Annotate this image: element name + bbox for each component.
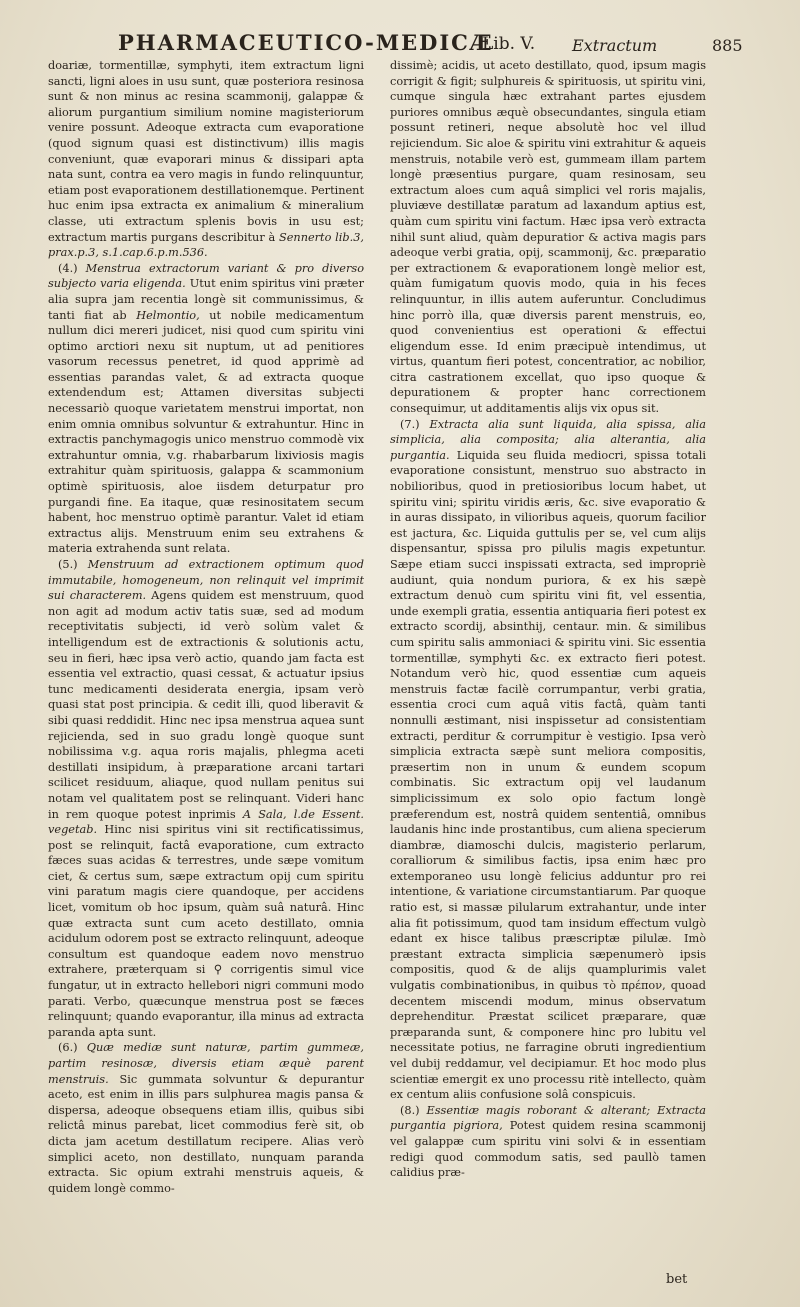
paragraph-7 [390,417,706,1103]
paragraph-text: Sic gummata solvuntur & depurantur aceto, est enim in illis pars sulphurea magis pansa & dispersa, adeoque obsequens etiam illis, quibus sibi relictâ minus parebat, licet commodius ferè sit, ob dicta jam acetum destillatum recipere. Alias verò simplici aceto, non destillato, nunquam paranda extracta. Sic opium extrahi menstruis aqueis, & quidem longè commo- [48,1072,364,1195]
paragraph-text: doariæ, tormentillæ, symphyti, item extractum ligni sancti, ligni aloes in usu sunt, quæ posteriora resinosa sunt & non minus ac resina scammonij, galappæ & aliorum purgantium similium nomine magisteriorum venire possunt. Adeoque extracta cum evaporatione (quod signum quasi est distinctivum) illis magis conveniunt, quæ evaporari minus & dissipari apta nata sunt, contra ea vero magis in fundo relinquuntur, etiam post evaporationem destillationemque. Pertinent huc enim ipsa extracta ex animalium & mineralium classe, uti extractum splenis bovis in usu est; extractum martis purgans describitur à [48,59,364,244]
citation: A Sala, l.de Essent. vegetab. [48,807,364,837]
paragraph [390,58,706,417]
paragraph-text: dissimè; acidis, ut aceto destillato, quod, ipsum magis corrigit & figit; sulphureis & spirituosis, ut spiritu vini, cumque singula hæc extrahant partes ejusdem puriores omnibus æquè obsecundantes, singula etiam possunt retineri, neque absolutè hoc vel illud rejiciendum. Sic aloe & spiritu vini extrahitur & aqueis menstruis, notabile verò est, gummeam illam partem longè præsentius purgare, quam resinosam, seu extractum aloes cum aquâ simplici vel roris majalis, pluviæve destillatæ paratum ad laxandum aptius est, quàm cum spiritu vini factum. Hæc ipsa verò extracta nihil sunt aliud, quàm depuratior & activa magis pars adeoque verbi gratia, opij, scammonij, &c. præparatio per extractionem & evaporationem longè melior est, quàm fumigatum quovis modo, quia in his feces relinquuntur, in illis autem auferuntur. Concludimus hinc porrò illa, quæ diversis parent menstruis, eo, quod convenientius est operationi & effectui eligendum esse. Id enim præcipuè intendimus, ut virtus, quantum fieri potest, concentratior, ac nobilior, citra castrationem excellat, quo ipso quoque & depurationem & propter hanc correctionem consequimur, ut additamentis alijs vix opus sit. [390,59,706,416]
running-title: PHARMACEUTICO-MEDICÆ [118,30,494,55]
left-column [48,58,364,1248]
paragraph-number: (6.) [58,1041,78,1055]
section-title: Extractum [572,36,658,55]
paragraph-text: Agens quidem est menstruum, quod non agit ad modum activ tatis suæ, sed ad modum receptivitatis subjecti, id verò solùm valet & intelligendum est de extractionis & solutionis actu, seu in fieri, hæc ipsa verò actio, quando jam facta est essentia vel extractio, quasi cessat, & actuatur ipsius tunc medicamenti desiderata energia, ipsam verò quasi stat post principia. & cedit illi, quod liberavit & sibi quasi reddidit. Hinc nec ipsa menstrua aquea sunt rejicienda, sed in suo gradu longè quoque sunt nobilissima v.g. aqua roris majalis, phlegma aceti destillati insipidum, à præparatione arcani tartari scilicet residuum, aliaque, quod nullam penitus sui notam vel qualitatem post se relinquant. Videri hanc in rem quoque potest inprimis [48,589,364,821]
paragraph-number: (8.) [400,1103,420,1117]
paragraph-lead: Essentiæ magis roborant & alterant; Extracta purgantia pigriora, [390,1103,706,1133]
paragraph-lead: Menstruum ad extractionem optimum quod immutabile, homogeneum, non relinquit vel imprimit sui characterem. [48,558,364,603]
paragraph-lead: Extracta alia sunt liquida, alia spissa, alia simplicia, alia composita; alia alterantia, alia purgantia. [390,417,706,462]
paragraph-lead: Menstrua extractorum variant & pro diverso subjecto varia eligenda. [48,261,364,291]
paragraph-text: Liquida seu fluida mediocri, spissa totali evaporatione consistunt, menstruo suo abstracto in nobilioribus, quod in pretiosioribus locum habet, ut spiritu vini; spiritu viridis æris, &c. sive evaporatio & in auras dissipato, in vilioribus aqueis, quorum facilior est jactura, &c. Liquida guttulis per se, vel cum alijs dispensantur, spissa pro pilulis magis expetuntur. Sæpe etiam succi inspissati extracta, sed impropriè audiunt, quia nondum puriora, & ex his sæpè extractum denuò cum spiritu vini fit, vel essentia, unde exempli gratia, essentia antiquaria fieri potest ex extracto scordij, absinthij, centaur. min. & similibus cum spiritu salis ammoniaci & spiritu vini. Sic essentia tormentillæ, symphyti &c. ex extracto fieri potest. Notandum verò hic, quod essentiæ cum aqueis menstruis factæ facilè corrumpantur, verbi gratia, essentia croci cum aquâ vitis factâ, quàm tanti nonnulli æstimant, nisi inspissetur ad consistentiam extracti, perditur & corrumpitur è vestigio. Ipsa verò simplicia extracta sæpè sunt meliora compositis, præsertim non in unum & eundem scopum combinatis. Sic extractum opij vel laudanum simplicissimum ex solo opio factum longè præferendum est, nostrâ quidem sententiâ, omnibus laudanis hinc inde prostantibus, cum aliena specierum diambræ, diamoschi dulcis, magisterio perlarum, coralliorum & similibus factis, ipsa enim hæc pro extemporaneo usu longè felicius adduntur pro rei intentione, & variatione circumstantiarum. Par quoque ratio est, si massæ pilularum extrahantur, unde inter alia fit potissimum, quod tam insidum effectum vulgò edant ex hisce talibus præscriptæ pilulæ. Imò præstant extracta simplicia sæpenumerò ipsis compositis, quod & de alijs quamplurimis valet vulgatis combinationibus, in quibus τὸ πρέπον, quoad decentem miscendi modum, minus observatum deprehenditur. Præstat scilicet præparare, quæ præparanda sunt, & componere hinc pro lubitu vel necessitate potius, ne farragine obruti ingredientium vel dubij reddamur, vel decipiamur. Et hoc modo plus scientiæ emergit ex uno processu ritè intellecto, quàm ex centum aliis confusione solâ conspicuis. [390,448,706,1102]
paragraph-number: (4.) [58,261,78,275]
right-column [390,58,706,1248]
paragraph-6 [48,1040,364,1196]
paragraph-5 [48,557,364,1040]
paragraph-text: Hinc nisi spiritus vini sit rectificatissimus, post se relinquit, factâ evaporatione, cum extracto fæces suas acidas & terrestres, unde sæpe vomitum ciet, & certus sum, sæpe extractum opij cum spiritu vini paratum magis ciere quandoque, per accidens licet, vomitum ob hoc ipsum, quàm suâ naturâ. Hinc quæ extracta sunt cum aceto destillato, omnia acidulum odorem post se extracto relinquunt, adeoque consultum est quandoque eadem novo menstruo extrahere, præterquam si ⚲ corrigentis simul vice fungatur, ut in extracto hellebori nigri communi modo parati. Verbo, quæcunque menstrua post se fæces relinquunt; quando evaporantur, illa minus ad extracta paranda apta sunt. [48,823,364,1039]
book-number: Lib. V. [482,34,536,54]
paragraph [48,58,364,261]
paragraph-lead: Quæ mediæ sunt naturæ, partim gummeæ, partim resinosæ, diversis etiam æquè parent menstruis. [48,1041,364,1086]
page-number: 885 [712,36,743,55]
paragraph-text: Potest quidem resina scammonij vel galappæ cum spiritu vini solvi & in essentiam redigi quod commodum satis, sed paullò tamen calidius præ- [390,1119,706,1180]
citation: Helmontio, [136,308,200,322]
paragraph-text: Utut enim spiritus vini præter alia supra jam recentia longè sit communissimus, & tanti fiat ab [48,277,364,322]
catchword: bet [666,1272,688,1287]
paragraph-text: ut nobile medicamentum nullum dici mereri judicet, nisi quod cum spiritu vini optimo arctiori nexu sit nuptum, ut ad penitiores vasorum recessus penetret, id quod apprimè ad essentias parandas valet, & ad extracta quoque extendendum est; Attamen diversitas subjecti necessariò quoque varietatem menstrui importat, non enim omnia omnibus solvuntur & extrahuntur. Hinc in extractis panchymagogis unico menstruo commodè vix extrahuntur omnia, v.g. rhabarbarum lixiviosis magis extrahitur quàm spirituosis, galappa & scammonium optimè spirituosis, aloe iisdem deturpatur pro purgandi fine. Ea itaque, quæ resinositatem secum habent, hoc menstruo optimè parantur. Valet id etiam extractus alijs. Menstruum enim seu extrahens & materia extrahenda sunt relata. [48,308,364,556]
paragraph-8 [390,1103,706,1181]
citation: Sennerto lib.3, prax.p.3, s.1.cap.6.p.m.536. [48,230,364,260]
paragraph-4 [48,261,364,557]
paragraph-number: (5.) [58,558,78,571]
paragraph-number: (7.) [400,417,420,431]
